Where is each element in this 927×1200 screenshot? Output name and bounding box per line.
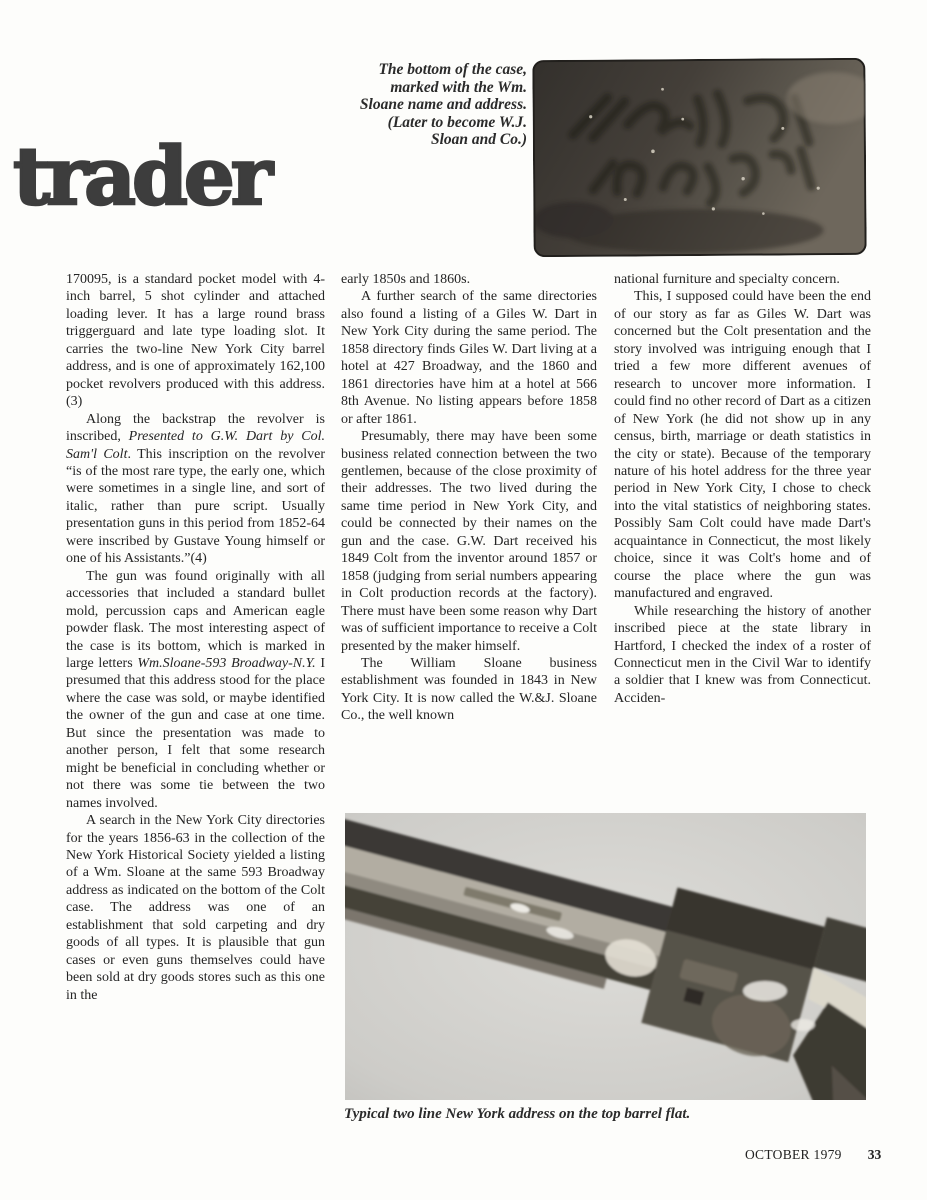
revolver-photo-caption: Typical two line New York address on the top barrel flat. (344, 1106, 691, 1122)
caption-line: Sloane name and address. (359, 96, 527, 114)
body-paragraph: Presumably, there may have been some business related connection between the two gentlemen, because of the close proximity of their addresses. The two lived during the same time period in New York City, and could be connected by their names on the gun and the case. G.W. Dart received his 1849 Colt from the inventor around 1857 or 1858 (judging from serial numbers appearing in Colt production records at the factory). There must have been some reason why Dart was of sufficient importance to receive a Colt presented by the maker himself. (341, 429, 597, 654)
case-bottom-photo-image (532, 58, 866, 257)
body-paragraph: The William Sloane business establishment was founded in 1843 in New York City. It is now called the W.&J. Sloane Co., the well known (341, 655, 597, 724)
caption-line: (Later to become W.J. (387, 113, 527, 131)
body-paragraph: national furniture and specialty concern. (614, 272, 840, 287)
body-paragraph: 170095, is a standard pocket model with 4-inch barrel, 5 shot cylinder and attached loading lever. It has a large round brass triggerguard and late type loading slot. It carries the two-line New York City barrel address, and is one of approximately 162,100 pocket revolvers produced with this address. (3) (66, 272, 325, 410)
case-photo-caption (300, 61, 527, 149)
body-paragraph: early 1850s and 1860s. (341, 272, 471, 287)
body-paragraph: The gun was found originally with all accessories that included a standard bullet mold, percussion caps and American eagle powder flask. The most interesting aspect of the case is its bottom, which is marked in large letters Wm.Sloane-593 Broadway-N.Y. I presumed that this address stood for the place where the case was sold, or maybe identified the owner of the gun and case at one time. But since the presentation was made to another person, I felt that some research might be beneficial in concluding whether or not there was some tie between the two names involved. (66, 568, 325, 811)
body-paragraph: A search in the New York City directories for the years 1856-63 in the collection of the New York Historical Society yielded a listing of a Wm. Sloane at the same 593 Broadway address as indicated on the bottom of the Colt case. The address was one of an establishment that sold carpeting and dry goods of all types. It is plausible that gun cases or even guns themselves could have been sold at dry goods stores such as this one in the (66, 813, 325, 1003)
masthead-title: trader (13, 129, 269, 223)
caption-line: Sloan and Co.) (430, 131, 527, 149)
page-footer (745, 1147, 881, 1163)
text-column-1 (66, 271, 325, 1004)
body-paragraph: This, I supposed could have been the end of our story as far as Giles W. Dart was concerned but the Colt presentation and the story involved was intriguing enough that I tried a few more different avenues of research to uncover more information. I could find no other record of Dart as a citizen of New York (he did not show up in any census, birth, marriage or death statistics in the city or state). Because of the temporary nature of his hotel address for the three year period in New York City, I chose to check into the vital statistics of neighboring states. Possibly Sam Colt could have made Dart's acquaintance in Connecticut, the most likely choice, since it was Colt's home and of course the place where the gun was manufactured and engraved. (614, 289, 871, 602)
text-column-2 (341, 271, 597, 725)
body-paragraph: While researching the history of another inscribed piece at the state library in Hartford, I checked the index of a roster of Connecticut men in the Civil War to identify a soldier that I knew was from Connecticut. Acciden- (614, 603, 871, 706)
caption-line: marked with the Wm. (390, 78, 527, 96)
issue-date: OCTOBER 1979 (745, 1147, 842, 1162)
text-column-3 (614, 271, 871, 707)
page-number: 33 (867, 1147, 882, 1162)
revolver-photo (345, 813, 866, 1100)
revolver-photo-image (345, 813, 866, 1100)
caption-line: The bottom of the case, (378, 61, 527, 78)
body-paragraph: Along the backstrap the revolver is inscribed, Presented to G.W. Dart by Col. Sam'l Colt. This inscription on the revolver “is of the most rare type, the early one, which were sometimes in a single line, and sort of italic, rather than pure script. Usually presentation guns in this period from 1852-64 were inscribed by Gustave Young himself or one of his Assistants.”(4) (66, 411, 325, 567)
case-bottom-photo (532, 58, 866, 257)
body-paragraph: A further search of the same directories also found a listing of a Giles W. Dart in New York City during the same period. The 1858 directory finds Giles W. Dart living at a hotel at 427 Broadway, and the 1860 and 1861 directories have him at a hotel at 566 8th Avenue. No listing appears before 1858 or after 1861. (341, 289, 597, 427)
